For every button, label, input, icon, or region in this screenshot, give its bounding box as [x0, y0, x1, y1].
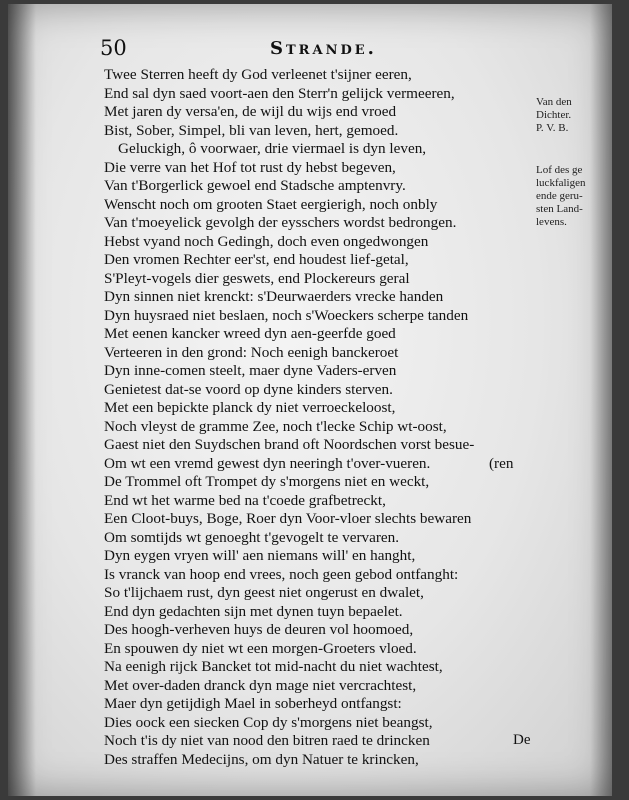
poem-line: Een Cloot-buys, Boge, Roer dyn Voor-vloer slechts bewaren: [104, 510, 472, 527]
poem-line: Dyn sinnen niet krenckt: s'Deurwaerders vrecke handen: [104, 288, 444, 305]
poem-line: Des straffen Medecijns, om dyn Natuer te krincken,: [104, 750, 419, 768]
poem-line: Bist, Sober, Simpel, bli van leven, hert, gemoed.: [104, 121, 399, 139]
marginal-note-line: ende geru-: [536, 190, 583, 202]
poem-line: Is vranck van hoop end vrees, noch geen gebod ontfanght:: [104, 565, 459, 583]
poem-line: Verteeren in den grond: Noch eenigh banckeroet: [104, 343, 399, 361]
poem-line: Des hoogh-verheven huys de deuren vol hoomoed,: [104, 621, 414, 638]
poem-line: Genietest dat-se voord op dyne kinders sterven.: [104, 380, 393, 398]
poem-line: Van t'moeyelick gevolgh der eysschers wordst bedrongen.: [104, 214, 457, 231]
poem-line-text: Om wt een vremd gewest dyn neeringh t'over-vueren.: [104, 454, 431, 472]
marginal-note-line: Dichter.: [536, 109, 572, 121]
poem-line: Dyn eygen vryen will' aen niemans will' en hanght,: [104, 547, 416, 564]
poem-text: [104, 66, 534, 769]
poem-line: Geluckigh, ô voorwaer, drie viermael is dyn leven,: [118, 140, 427, 157]
marginal-note-praise: [536, 164, 602, 229]
poem-line: S'Pleyt-vogels dier geswets, end Plockereurs geral: [104, 269, 410, 287]
line-continuation: (ren: [489, 454, 514, 472]
poem-line: Met over-daden dranck dyn mage niet vercrachtest,: [104, 676, 417, 694]
poem-line: End wt het warme bed na t'coede grafbetreckt,: [104, 491, 386, 509]
marginal-note-line: Van den: [536, 96, 572, 108]
catchword: De: [513, 732, 531, 748]
poem-line: End dyn gedachten sijn met dynen tuyn bepaelet.: [104, 602, 403, 620]
poem-line: So t'lijchaem rust, dyn geest niet ongerust en dwalet,: [104, 584, 424, 601]
marginal-note-line: levens.: [536, 216, 567, 228]
book-page: [8, 4, 612, 796]
poem-line: Met een bepickte planck dy niet verroeckeloost,: [104, 399, 396, 416]
poem-line: Dies oock een siecken Cop dy s'morgens niet beangst,: [104, 713, 433, 731]
poem-line: Gaest niet den Suydschen brand oft Noordschen vorst besue-: [104, 436, 475, 453]
poem-line: Noch t'is dy niet van nood den bitren raed te drincken: [104, 732, 430, 749]
poem-line: Dyn huysraed niet beslaen, noch s'Woeckers scherpe tanden: [104, 306, 469, 324]
poem-line: Na eenigh rijck Bancket tot mid-nacht du niet wachtest,: [104, 658, 443, 675]
poem-line: Met jaren dy versa'en, de wijl du wijs end vroed: [104, 103, 397, 120]
running-title: Strande.: [270, 38, 377, 59]
marginal-note-line: sten Land-: [536, 203, 583, 215]
poem-line: En spouwen dy niet wt een morgen-Groeters vloed.: [104, 639, 417, 657]
poem-line: Den vromen Rechter eer'st, end houdest lief-getal,: [104, 251, 409, 268]
poem-line: Hebst vyand noch Gedingh, doch even ongedwongen: [104, 232, 429, 250]
poem-line: De Trommel oft Trompet dy s'morgens niet en weckt,: [104, 473, 430, 490]
marginal-note-line: Lof des ge: [536, 164, 583, 176]
poem-line: Van t'Borgerlick gewoel end Stadsche amptenvry.: [104, 177, 406, 194]
poem-line: Die verre van het Hof tot rust dy hebst begeven,: [104, 158, 396, 176]
poem-line: Dyn inne-comen steelt, maer dyne Vaders-erven: [104, 362, 397, 379]
page-header: [100, 36, 520, 66]
poem-line: Twee Sterren heeft dy God verleenet t'sijner eeren,: [104, 66, 412, 83]
poem-line: Noch vleyst de gramme Zee, noch t'lecke Schip wt-oost,: [104, 417, 447, 435]
marginal-note-author: [536, 96, 602, 135]
poem-line: Om somtijds wt genoeght t'gevogelt te vervaren.: [104, 528, 400, 546]
poem-line: Maer dyn getijdigh Mael in soberheyd ontfangst:: [104, 695, 402, 712]
poem-line: Met eenen kancker wreed dyn aen-geerfde goed: [104, 325, 396, 342]
marginal-note-line: P. V. B.: [536, 122, 569, 134]
poem-line: Wenscht noch om grooten Staet eergierigh, noch onbly: [104, 195, 438, 213]
poem-line: End sal dyn saed voort-aen den Sterr'n gelijck vermeeren,: [104, 84, 455, 102]
binding-gutter-shadow: [8, 4, 36, 796]
poem-line-with-continuation: [104, 455, 534, 474]
marginal-note-line: luckfaligen: [536, 177, 586, 189]
page-number: 50: [100, 36, 127, 60]
